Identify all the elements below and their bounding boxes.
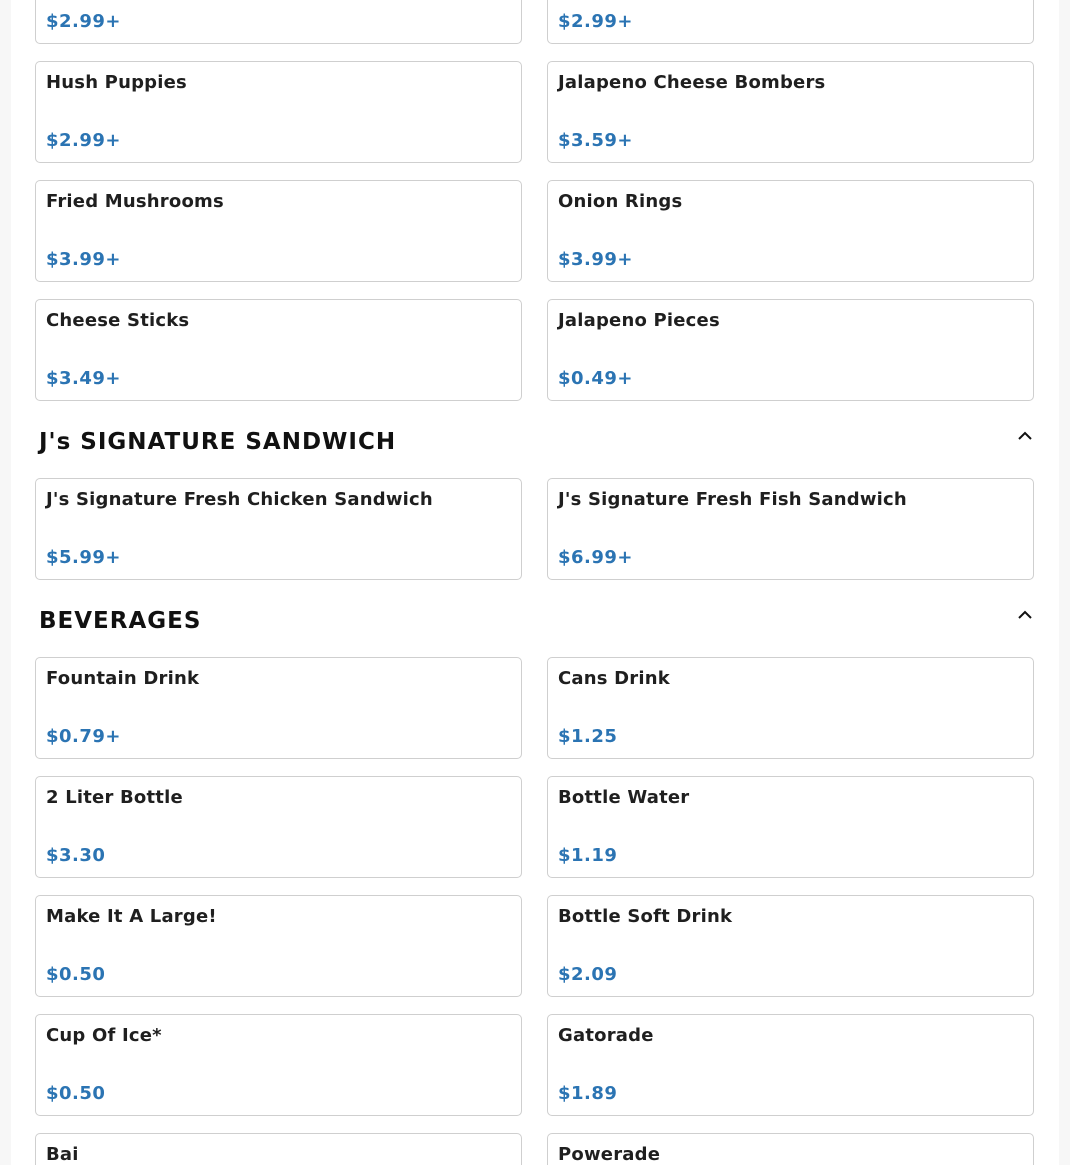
menu-item-card[interactable] (547, 61, 1034, 163)
menu-item-card[interactable] (35, 657, 522, 759)
item-price: $3.59+ (558, 130, 634, 151)
item-price: $0.49+ (558, 368, 634, 389)
menu-item-card[interactable] (35, 776, 522, 878)
item-price: $0.79+ (46, 726, 122, 747)
item-name: Jalapeno Cheese Bombers (558, 72, 826, 93)
section-title-beverages: BEVERAGES (39, 608, 202, 634)
item-name: J's Signature Fresh Fish Sandwich (558, 489, 907, 510)
item-price: $2.99+ (46, 130, 122, 151)
item-price: $3.49+ (46, 368, 122, 389)
item-name: Cheese Sticks (46, 310, 190, 331)
item-name: 2 Liter Bottle (46, 787, 183, 808)
menu-item-card[interactable] (35, 0, 522, 44)
item-name: Fried Mushrooms (46, 191, 224, 212)
item-name: Bottle Water (558, 787, 690, 808)
item-name: Jalapeno Pieces (558, 310, 720, 331)
item-price: $5.99+ (46, 547, 122, 568)
item-price: $1.89 (558, 1083, 618, 1104)
menu-item-card[interactable] (35, 180, 522, 282)
menu-item-card[interactable] (35, 895, 522, 997)
menu-item-card[interactable] (547, 0, 1034, 44)
menu-item-card[interactable] (35, 61, 522, 163)
item-name: Hush Puppies (46, 72, 187, 93)
menu-item-card[interactable] (35, 478, 522, 580)
chevron-up-icon[interactable] (1016, 430, 1034, 442)
item-price: $2.99+ (46, 11, 122, 32)
item-name: Bai (46, 1144, 79, 1165)
item-price: $1.25 (558, 726, 618, 747)
item-name: Powerade (558, 1144, 661, 1165)
item-price: $3.30 (46, 845, 106, 866)
item-name: Onion Rings (558, 191, 683, 212)
item-name: Make It A Large! (46, 906, 217, 927)
menu-page (11, 0, 1059, 1165)
menu-item-card[interactable] (547, 895, 1034, 997)
item-name: Gatorade (558, 1025, 654, 1046)
menu-item-card[interactable] (35, 1014, 522, 1116)
item-price: $6.99+ (558, 547, 634, 568)
item-price: $3.99+ (558, 249, 634, 270)
item-name: Fountain Drink (46, 668, 200, 689)
menu-item-card[interactable] (547, 1133, 1034, 1165)
item-price: $3.99+ (46, 249, 122, 270)
menu-item-card[interactable] (547, 657, 1034, 759)
item-price: $0.50 (46, 964, 106, 985)
item-name: Bottle Soft Drink (558, 906, 733, 927)
menu-item-card[interactable] (547, 776, 1034, 878)
item-name: J's Signature Fresh Chicken Sandwich (46, 489, 433, 510)
section-title-signature: J's SIGNATURE SANDWICH (39, 429, 397, 455)
item-price: $1.19 (558, 845, 618, 866)
menu-item-card[interactable] (547, 299, 1034, 401)
menu-item-card[interactable] (35, 299, 522, 401)
chevron-up-icon[interactable] (1016, 609, 1034, 621)
menu-item-card[interactable] (547, 180, 1034, 282)
menu-item-card[interactable] (35, 1133, 522, 1165)
item-price: $2.99+ (558, 11, 634, 32)
item-price: $2.09 (558, 964, 618, 985)
menu-item-card[interactable] (547, 478, 1034, 580)
item-name: Cans Drink (558, 668, 670, 689)
item-price: $0.50 (46, 1083, 106, 1104)
menu-item-card[interactable] (547, 1014, 1034, 1116)
item-name: Cup Of Ice* (46, 1025, 162, 1046)
